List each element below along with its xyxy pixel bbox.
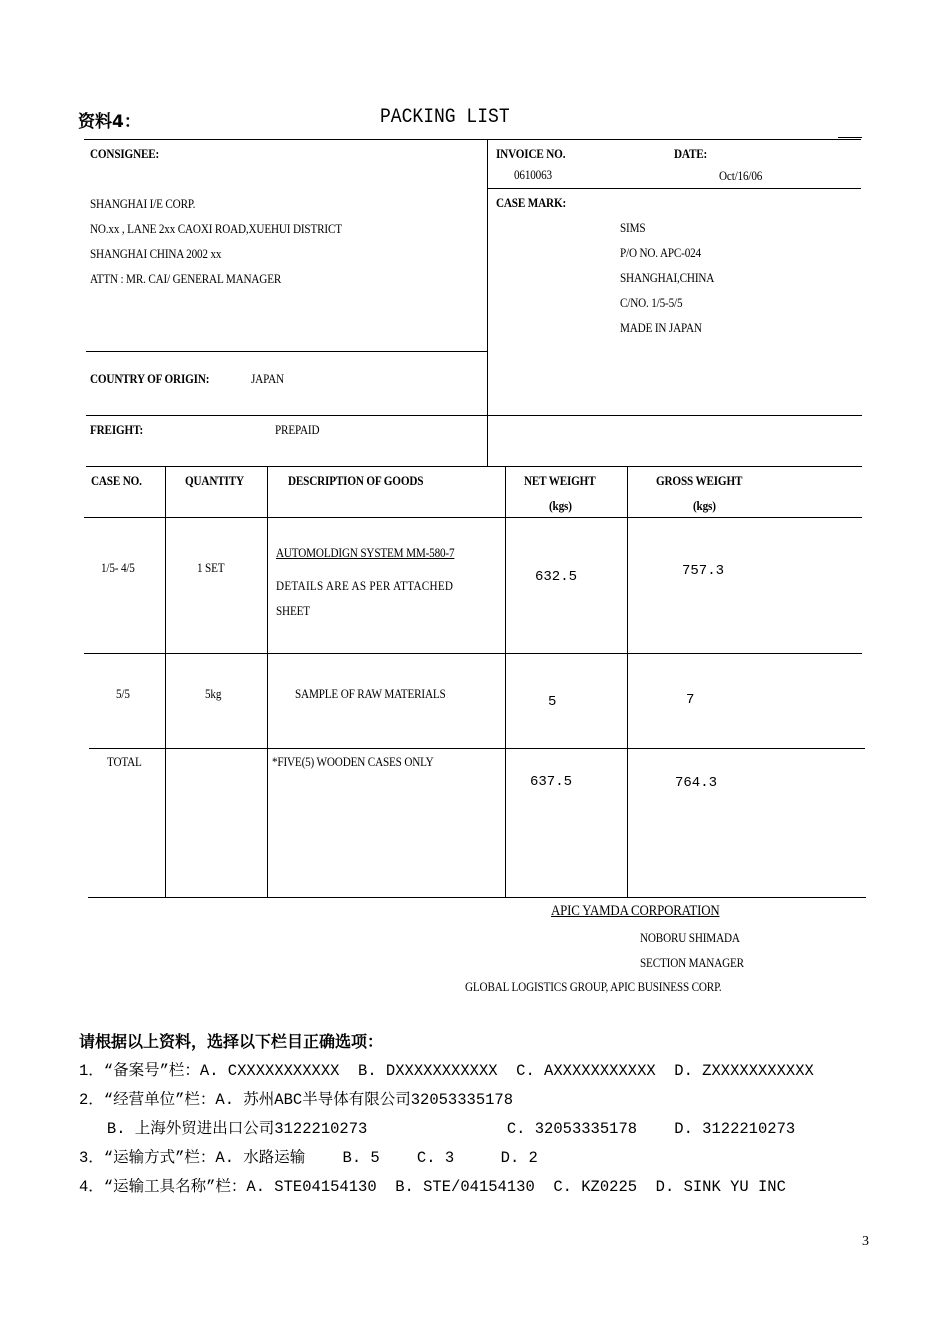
table-cell-net: 632.5	[535, 569, 578, 585]
origin-value: JAPAN	[251, 371, 284, 386]
total-desc: *FIVE(5) WOODEN CASES ONLY	[272, 754, 434, 769]
rule-consignee-bottom	[86, 351, 487, 352]
consignee-line: ATTN : MR. CAI/ GENERAL MANAGER	[90, 271, 282, 286]
signature-title: SECTION MANAGER	[640, 955, 744, 970]
rule-freight-bottom	[86, 466, 862, 467]
question-line: 3．“运输方式”栏：A. 水路运输 B. 5 C. 3 D. 2	[79, 1149, 538, 1167]
col-header-gross-weight: GROSS WEIGHT	[656, 473, 743, 488]
table-cell-desc: SAMPLE OF RAW MATERIALS	[295, 686, 446, 701]
table-bottom	[88, 897, 866, 898]
total-net: 637.5	[530, 774, 573, 790]
rule-top	[84, 139, 861, 140]
freight-label: FREIGHT:	[90, 422, 144, 437]
col-divider-qty	[267, 467, 268, 898]
origin-label: COUNTRY OF ORIGIN:	[90, 371, 210, 386]
signature-group: GLOBAL LOGISTICS GROUP, APIC BUSINESS CORP.	[465, 979, 722, 994]
col-header-gross-unit: (kgs)	[693, 498, 716, 513]
date-value: Oct/16/06	[719, 168, 763, 183]
invoice-no-value: 0610063	[514, 167, 552, 182]
table-header-bottom	[84, 517, 862, 518]
freight-value: PREPAID	[275, 422, 320, 437]
table-cell-desc-line: SHEET	[276, 603, 310, 618]
table-cell-case-no: 5/5	[116, 686, 130, 701]
col-divider-case	[165, 467, 166, 898]
questions-heading: 请根据以上资料，选择以下栏目正确选项：	[79, 1032, 384, 1051]
signature-name: NOBORU SHIMADA	[640, 930, 740, 945]
question-line: B. 上海外贸进出口公司3122210273 C. 32053335178 D. 3122210273	[79, 1120, 796, 1138]
case-mark-line: SHANGHAI,CHINA	[620, 270, 715, 285]
table-cell-gross: 7	[686, 692, 695, 708]
document-label: 资料4：	[78, 112, 141, 132]
table-cell-gross: 757.3	[682, 563, 725, 579]
col-header-net-weight: NET WEIGHT	[524, 473, 596, 488]
case-mark-line: MADE IN JAPAN	[620, 320, 702, 335]
total-gross: 764.3	[675, 775, 718, 791]
consignee-heading: CONSIGNEE:	[90, 146, 160, 161]
question-line: 1．“备案号”栏：A. CXXXXXXXXXXX B. DXXXXXXXXXXX C. AXXXXXXXXXXX D. ZXXXXXXXXXXX	[79, 1062, 814, 1080]
table-row2-bottom	[89, 748, 865, 749]
total-label: TOTAL	[107, 754, 142, 769]
table-cell-case-no: 1/5- 4/5	[101, 560, 135, 575]
rule-invoice-bottom	[488, 188, 861, 189]
table-cell-quantity: 1 SET	[197, 560, 225, 575]
signature-company: APIC YAMDA CORPORATION	[551, 903, 720, 919]
invoice-no-label: INVOICE NO.	[496, 146, 566, 161]
col-header-description: DESCRIPTION OF GOODS	[288, 473, 424, 488]
date-label: DATE:	[674, 146, 708, 161]
consignee-line: SHANGHAI I/E CORP.	[90, 196, 196, 211]
case-mark-line: C/NO. 1/5-5/5	[620, 295, 683, 310]
document-title: PACKING LIST	[380, 106, 510, 129]
rule-top-right-stub	[838, 137, 862, 138]
rule-origin-bottom	[86, 415, 862, 416]
consignee-line: SHANGHAI CHINA 2002 xx	[90, 246, 222, 261]
col-header-quantity: QUANTITY	[185, 473, 244, 488]
consignee-line: NO.xx , LANE 2xx CAOXI ROAD,XUEHUI DISTRICT	[90, 221, 342, 236]
table-cell-desc-title: AUTOMOLDIGN SYSTEM MM-580-7	[276, 545, 455, 560]
case-mark-heading: CASE MARK:	[496, 195, 567, 210]
question-line: 2．“经营单位”栏：A. 苏州ABC半导体有限公司32053335178	[79, 1091, 514, 1109]
table-cell-desc-line: DETAILS ARE AS PER ATTACHED	[276, 578, 454, 593]
case-mark-line: P/O NO. APC-024	[620, 245, 701, 260]
col-header-case-no: CASE NO.	[91, 473, 142, 488]
table-cell-quantity: 5kg	[205, 686, 222, 701]
page-number: 3	[862, 1234, 869, 1249]
case-mark-line: SIMS	[620, 220, 646, 235]
col-divider-net	[627, 467, 628, 898]
col-header-net-unit: (kgs)	[549, 498, 572, 513]
table-cell-net: 5	[548, 694, 557, 710]
table-row1-bottom	[84, 653, 862, 654]
col-divider-desc	[505, 467, 506, 898]
question-line: 4．“运输工具名称”栏：A. STE04154130 B. STE/04154130 C. KZ0225 D. SINK YU INC	[79, 1178, 786, 1196]
